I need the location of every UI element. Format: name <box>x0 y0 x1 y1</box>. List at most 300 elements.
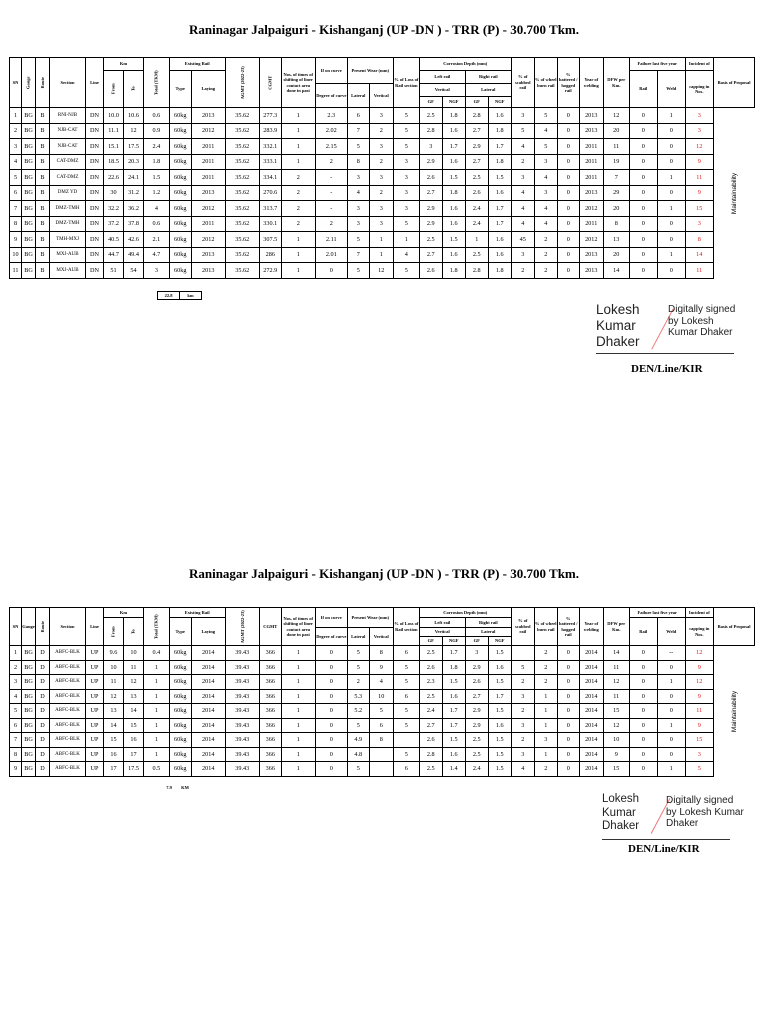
header-scabbed: % of scabbed rail <box>511 608 534 646</box>
header-basis: Basis of Proposal <box>713 58 755 108</box>
cell-degree: 0 <box>315 675 347 690</box>
cell-failure-rail: 0 <box>629 675 657 690</box>
cell-section: DMZ YD <box>50 185 86 201</box>
cell-cgmt: 366 <box>259 747 281 762</box>
cell-sn: 4 <box>10 689 22 704</box>
cell-welding: 2013 <box>579 263 603 279</box>
cell-from: 10 <box>104 660 124 675</box>
header-line: Line <box>86 58 104 108</box>
header-cgmt: CGMT <box>259 58 281 108</box>
cell-cgmt: 366 <box>259 675 281 690</box>
cell-lateral: 5 <box>347 646 369 661</box>
cell-incident: 12 <box>685 675 713 690</box>
cell-gauge: BG <box>22 646 36 661</box>
cell-type: 60kg <box>169 232 191 248</box>
cell-welding: 2012 <box>579 232 603 248</box>
cell-cgmt: 366 <box>259 646 281 661</box>
cell-sn: 2 <box>10 123 22 139</box>
cell-shifting: 1 <box>281 718 315 733</box>
cell-line: DN <box>86 216 104 232</box>
cell-laying: 2014 <box>191 660 225 675</box>
cell-scabbed: 2 <box>511 733 534 748</box>
cell-failure-rail: 0 <box>629 201 657 217</box>
cell-sn: 2 <box>10 660 22 675</box>
cell-type: 60kg <box>169 170 191 186</box>
cell-failure-weld: 1 <box>657 675 685 690</box>
cell-route: D <box>36 675 50 690</box>
cell-from: 14 <box>104 718 124 733</box>
cell-right-gf: 2.6 <box>465 675 488 690</box>
cell-incident: 3 <box>685 216 713 232</box>
cell-vertical: 8 <box>369 646 393 661</box>
signature-rule <box>602 839 730 840</box>
cell-from: 10.0 <box>104 108 124 124</box>
cell-laying: 2014 <box>191 704 225 719</box>
cell-type: 60kg <box>169 718 191 733</box>
cell-total: 1 <box>144 733 170 748</box>
cell-sn: 8 <box>10 216 22 232</box>
cell-from: 40.5 <box>104 232 124 248</box>
cell-right-gf: 2.5 <box>465 170 488 186</box>
cell-left-gf: 2.8 <box>419 747 442 762</box>
cell-loss: 5 <box>393 660 419 675</box>
cell-agmt: 39.43 <box>225 762 259 777</box>
cell-scabbed: 2 <box>511 154 534 170</box>
cell-wheel-burn: 1 <box>534 718 557 733</box>
cell-cgmt: 366 <box>259 733 281 748</box>
cell-shifting: 1 <box>281 660 315 675</box>
header-scabbed: % of scabbed rail <box>511 58 534 108</box>
cell-incident: 9 <box>685 154 713 170</box>
cell-line: UP <box>86 733 104 748</box>
cell-agmt: 39.43 <box>225 689 259 704</box>
cell-total: 4 <box>144 201 170 217</box>
cell-failure-weld: 0 <box>657 660 685 675</box>
cell-loss: 5 <box>393 263 419 279</box>
cell-from: 15 <box>104 733 124 748</box>
cell-type: 60kg <box>169 660 191 675</box>
cell-route: D <box>36 704 50 719</box>
header-failure: Failure last five year <box>629 58 685 71</box>
cell-wheel-burn: 2 <box>534 646 557 661</box>
cell-shifting: 1 <box>281 762 315 777</box>
cell-left-ngf: 1.5 <box>442 170 465 186</box>
cell-incident: 11 <box>685 263 713 279</box>
table-row <box>10 108 755 124</box>
cell-line: DN <box>86 108 104 124</box>
cell-sn: 7 <box>10 201 22 217</box>
cell-left-ngf: 1.5 <box>442 232 465 248</box>
cell-incident: 9 <box>685 660 713 675</box>
cell-scabbed: 4 <box>511 139 534 155</box>
cell-dfw: 19 <box>603 154 629 170</box>
cell-sn: 9 <box>10 232 22 248</box>
cell-route: B <box>36 216 50 232</box>
cell-right-ngf: 1.5 <box>488 704 511 719</box>
cell-lateral: 8 <box>347 154 369 170</box>
cell-agmt: 35.62 <box>225 154 259 170</box>
cell-right-ngf: 1.6 <box>488 232 511 248</box>
header-vertical: Vertical <box>369 84 393 108</box>
cell-dfw: 14 <box>603 646 629 661</box>
header-battered: % battered / hogged rail <box>557 58 579 108</box>
cell-incident: 3 <box>685 108 713 124</box>
cell-laying: 2013 <box>191 263 225 279</box>
cell-type: 60kg <box>169 123 191 139</box>
cell-sn: 8 <box>10 747 22 762</box>
cell-total: 1 <box>144 718 170 733</box>
cell-welding: 2013 <box>579 123 603 139</box>
cell-lateral: 3 <box>347 201 369 217</box>
cell-cgmt: 366 <box>259 704 281 719</box>
cell-vertical: 2 <box>369 123 393 139</box>
cell-left-gf: 2.6 <box>419 733 442 748</box>
cell-right-ngf: 1.5 <box>488 646 511 661</box>
header-gauge: Gauge <box>22 58 36 108</box>
cell-shifting: 1 <box>281 733 315 748</box>
cell-gauge: BG <box>22 263 36 279</box>
cell-left-gf: 2.5 <box>419 689 442 704</box>
cell-left-gf: 2.7 <box>419 185 442 201</box>
cell-left-ngf: 1.6 <box>442 247 465 263</box>
cell-line: UP <box>86 660 104 675</box>
cell-total: 0.4 <box>144 646 170 661</box>
cell-route: B <box>36 123 50 139</box>
cell-failure-weld: 1 <box>657 718 685 733</box>
cell-total: 1 <box>144 689 170 704</box>
cell-wheel-burn: 5 <box>534 139 557 155</box>
cell-wheel-burn: 2 <box>534 232 557 248</box>
cell-from: 51 <box>104 263 124 279</box>
cell-from: 16 <box>104 747 124 762</box>
cell-shifting: 1 <box>281 263 315 279</box>
cell-loss: 5 <box>393 747 419 762</box>
cell-dfw: 11 <box>603 689 629 704</box>
header-left-rail: Left rail <box>419 618 465 628</box>
cell-line: UP <box>86 646 104 661</box>
cell-cgmt: 332.1 <box>259 139 281 155</box>
cell-cgmt: 366 <box>259 762 281 777</box>
cell-scabbed: 5 <box>511 660 534 675</box>
cell-route: D <box>36 689 50 704</box>
cell-lateral: 5.3 <box>347 689 369 704</box>
cell-welding: 2011 <box>579 139 603 155</box>
cell-lateral: 4.8 <box>347 747 369 762</box>
cell-line: UP <box>86 704 104 719</box>
cell-battered: 0 <box>557 646 579 661</box>
cell-welding: 2014 <box>579 660 603 675</box>
cell-failure-rail: 0 <box>629 170 657 186</box>
cell-gauge: BG <box>22 185 36 201</box>
cell-agmt: 39.43 <box>225 733 259 748</box>
cell-failure-weld: 0 <box>657 747 685 762</box>
cell-shifting: 1 <box>281 747 315 762</box>
cell-loss: 5 <box>393 216 419 232</box>
cell-section: CAT-DMZ <box>50 154 86 170</box>
cell-welding: 2011 <box>579 170 603 186</box>
cell-scabbed: 4 <box>511 762 534 777</box>
cell-right-gf: 3 <box>465 646 488 661</box>
cell-vertical: 1 <box>369 247 393 263</box>
cell-section: ABFC-BLK <box>50 675 86 690</box>
cell-battered: 0 <box>557 170 579 186</box>
cell-line: UP <box>86 689 104 704</box>
cell-failure-weld: 0 <box>657 689 685 704</box>
cell-degree: - <box>315 170 347 186</box>
cell-incident: 8 <box>685 232 713 248</box>
cell-failure-rail: 0 <box>629 232 657 248</box>
cell-vertical: 2 <box>369 185 393 201</box>
cell-to: 13 <box>124 689 144 704</box>
page-title-2: Raninagar Jalpaiguri - Kishanganj (UP -DN ) - TRR (P) - 30.700 Tkm. <box>188 566 580 581</box>
signature-text: Digitally signed by Lokesh Kumar Dhaker <box>668 304 736 338</box>
cell-failure-rail: 0 <box>629 247 657 263</box>
header-km: Km <box>104 608 144 618</box>
header-sn: SN <box>10 58 22 108</box>
cell-failure-weld: 0 <box>657 704 685 719</box>
cell-agmt: 35.62 <box>225 139 259 155</box>
cell-left-ngf: 1.6 <box>442 123 465 139</box>
cell-wheel-burn: 3 <box>534 185 557 201</box>
cell-left-gf: 2.5 <box>419 646 442 661</box>
cell-wheel-burn: 2 <box>534 675 557 690</box>
cell-dfw: 7 <box>603 170 629 186</box>
cell-cgmt: 277.3 <box>259 108 281 124</box>
cell-welding: 2011 <box>579 154 603 170</box>
header-to: To <box>124 618 144 646</box>
cell-gauge: BG <box>22 201 36 217</box>
header-if-curve: If on curve <box>315 58 347 84</box>
cell-battered: 0 <box>557 675 579 690</box>
cell-line: DN <box>86 247 104 263</box>
header-cgmt: CGMT <box>259 608 281 646</box>
cell-to: 54 <box>124 263 144 279</box>
cell-right-ngf: 1.6 <box>488 660 511 675</box>
cell-degree: 2 <box>315 216 347 232</box>
cell-agmt: 35.62 <box>225 216 259 232</box>
cell-lateral: 5 <box>347 718 369 733</box>
cell-from: 30 <box>104 185 124 201</box>
header-lateral-sub: Lateral <box>465 628 511 637</box>
cell-welding: 2014 <box>579 689 603 704</box>
cell-from: 11 <box>104 675 124 690</box>
cell-agmt: 39.43 <box>225 718 259 733</box>
header-corrosion: Corrosion Depth (mm) <box>419 58 511 71</box>
cell-left-gf: 2.9 <box>419 201 442 217</box>
cell-from: 32.2 <box>104 201 124 217</box>
cell-right-gf: 2.4 <box>465 201 488 217</box>
cell-loss: 3 <box>393 154 419 170</box>
cell-battered: 0 <box>557 185 579 201</box>
cell-laying: 2011 <box>191 216 225 232</box>
cell-failure-rail: 0 <box>629 747 657 762</box>
cell-degree: 2.15 <box>315 139 347 155</box>
cell-dfw: 8 <box>603 216 629 232</box>
cell-failure-weld: 1 <box>657 247 685 263</box>
cell-section: CAT-DMZ <box>50 170 86 186</box>
cell-left-ngf: 1.4 <box>442 762 465 777</box>
cell-scabbed: 3 <box>511 108 534 124</box>
cell-section: DMZ-TMH <box>50 216 86 232</box>
cell-left-ngf: 1.5 <box>442 675 465 690</box>
cell-to: 12 <box>124 123 144 139</box>
cell-right-ngf: 1.7 <box>488 139 511 155</box>
header-gf: GF <box>419 637 442 646</box>
cell-wheel-burn: 4 <box>534 123 557 139</box>
cell-vertical: 3 <box>369 170 393 186</box>
cell-lateral: 4 <box>347 185 369 201</box>
header-battered: % battered / hogged rail <box>557 608 579 646</box>
cell-left-gf: 2.8 <box>419 123 442 139</box>
cell-lateral: 3 <box>347 216 369 232</box>
cell-vertical: 3 <box>369 139 393 155</box>
header-agmt: AGMT (2022-23) <box>225 58 259 108</box>
cell-to: 20.3 <box>124 154 144 170</box>
header-from: From <box>104 618 124 646</box>
header-section: Section <box>50 608 86 646</box>
cell-right-ngf: 1.8 <box>488 263 511 279</box>
cell-gauge: BG <box>22 247 36 263</box>
cell-right-gf: 2.5 <box>465 247 488 263</box>
cell-failure-weld: 1 <box>657 762 685 777</box>
cell-right-gf: 2.8 <box>465 108 488 124</box>
cell-incident: 14 <box>685 247 713 263</box>
cell-dfw: 20 <box>603 123 629 139</box>
cell-degree: 0 <box>315 263 347 279</box>
cell-agmt: 35.62 <box>225 185 259 201</box>
cell-total: 1.5 <box>144 170 170 186</box>
cell-cgmt: 366 <box>259 660 281 675</box>
cell-degree: 0 <box>315 704 347 719</box>
header-welding: Year of welding <box>579 58 603 108</box>
cell-to: 31.2 <box>124 185 144 201</box>
table-row <box>10 123 755 139</box>
cell-scabbed: 3 <box>511 247 534 263</box>
cell-total: 1 <box>144 675 170 690</box>
cell-welding: 2014 <box>579 747 603 762</box>
cell-to: 12 <box>124 675 144 690</box>
cell-lateral: 6 <box>347 108 369 124</box>
cell-cgmt: 286 <box>259 247 281 263</box>
cell-laying: 2011 <box>191 170 225 186</box>
cell-left-gf: 2.6 <box>419 170 442 186</box>
cell-type: 60kg <box>169 108 191 124</box>
cell-laying: 2012 <box>191 232 225 248</box>
cell-welding: 2014 <box>579 733 603 748</box>
table-row <box>10 646 755 661</box>
cell-left-gf: 2.3 <box>419 675 442 690</box>
cell-failure-rail: 0 <box>629 216 657 232</box>
cell-total: 2.4 <box>144 139 170 155</box>
cell-line: DN <box>86 232 104 248</box>
header-right-rail: Right rail <box>465 71 511 84</box>
cell-cgmt: 270.6 <box>259 185 281 201</box>
cell-section: MXJ-AUB <box>50 263 86 279</box>
cell-failure-weld: 0 <box>657 123 685 139</box>
cell-to: 10.6 <box>124 108 144 124</box>
cell-cgmt: 330.1 <box>259 216 281 232</box>
table-row <box>10 185 755 201</box>
header-route: Route <box>36 58 50 108</box>
cell-laying: 2014 <box>191 675 225 690</box>
header-km: Km <box>104 58 144 71</box>
cell-laying: 2011 <box>191 154 225 170</box>
cell-type: 60kg <box>169 263 191 279</box>
cell-section: ABFC-BLK <box>50 733 86 748</box>
header-basis: Basis of Proposal <box>713 608 755 646</box>
cell-lateral: 4.9 <box>347 733 369 748</box>
cell-wheel-burn: 2 <box>534 660 557 675</box>
cell-route: B <box>36 108 50 124</box>
cell-dfw: 15 <box>603 762 629 777</box>
cell-lateral: 7 <box>347 123 369 139</box>
cell-route: B <box>36 139 50 155</box>
cell-dfw: 29 <box>603 185 629 201</box>
cell-vertical: 2 <box>369 154 393 170</box>
header-route: Route <box>36 608 50 646</box>
cell-incident: 9 <box>685 689 713 704</box>
cell-left-ngf: 1.6 <box>442 216 465 232</box>
cell-dfw: 15 <box>603 704 629 719</box>
cell-loss: 5 <box>393 675 419 690</box>
header-total: Total (TKM) <box>144 608 170 646</box>
cell-dfw: 12 <box>603 108 629 124</box>
cell-dfw: 12 <box>603 675 629 690</box>
cell-welding: 2012 <box>579 201 603 217</box>
header-loss: % of Loss of Rail section <box>393 608 419 646</box>
cell-gauge: BG <box>22 108 36 124</box>
cell-welding: 2014 <box>579 718 603 733</box>
cell-left-ngf: 1.7 <box>442 646 465 661</box>
cell-shifting: 1 <box>281 704 315 719</box>
basis-of-proposal: Maintainability <box>730 690 738 732</box>
header-from: From <box>104 71 124 108</box>
cell-vertical: 12 <box>369 263 393 279</box>
cell-failure-rail: 0 <box>629 689 657 704</box>
header-degree: Degree of curve <box>315 84 347 108</box>
cell-shifting: 1 <box>281 646 315 661</box>
header-existing-rail: Existing Rail <box>169 58 225 71</box>
cell-right-ngf: 1.7 <box>488 216 511 232</box>
cell-to: 17.5 <box>124 139 144 155</box>
cell-section: ABFC-BLK <box>50 646 86 661</box>
total-km-1 <box>157 291 202 300</box>
cell-wheel-burn: 4 <box>534 170 557 186</box>
cell-type: 60kg <box>169 201 191 217</box>
cell-wheel-burn: 2 <box>534 247 557 263</box>
cell-degree: 0 <box>315 718 347 733</box>
cell-incident: 3 <box>685 123 713 139</box>
cell-left-ngf: 1.7 <box>442 718 465 733</box>
cell-incident: 15 <box>685 201 713 217</box>
cell-gauge: BG <box>22 747 36 762</box>
cell-sn: 3 <box>10 139 22 155</box>
cell-sn: 11 <box>10 263 22 279</box>
cell-right-ngf: 1.7 <box>488 689 511 704</box>
cell-vertical <box>369 762 393 777</box>
header-ngf: NGF <box>488 637 511 646</box>
cell-total: 1 <box>144 660 170 675</box>
cell-type: 60kg <box>169 704 191 719</box>
cell-route: D <box>36 660 50 675</box>
cell-loss <box>393 733 419 748</box>
cell-loss: 6 <box>393 689 419 704</box>
cell-battered: 0 <box>557 689 579 704</box>
cell-lateral: 5 <box>347 762 369 777</box>
cell-laying: 2013 <box>191 247 225 263</box>
cell-line: DN <box>86 154 104 170</box>
header-wheel-burn: % of wheel burn rail <box>534 58 557 108</box>
